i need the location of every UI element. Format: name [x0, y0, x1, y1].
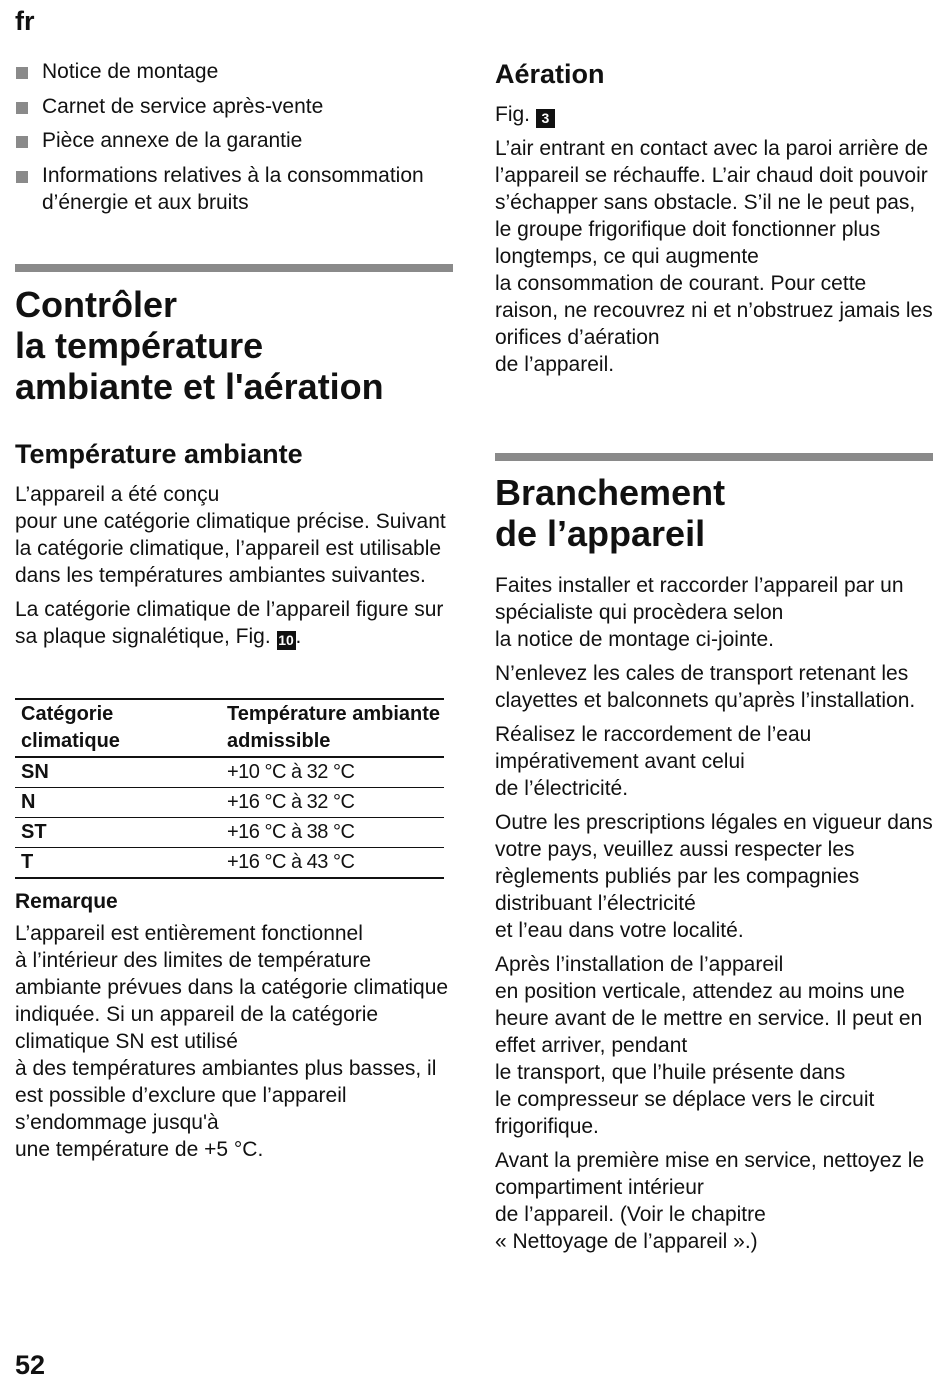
table-cell: T [15, 848, 221, 879]
paragraph: N’enlevez les cales de transport retenant les clayettes et balconnets qu’après l’installation. [495, 662, 916, 712]
table-row [15, 788, 444, 818]
connection-text [495, 572, 935, 1262]
list-item: Carnet de service après-vente [15, 93, 455, 120]
table-cell: +16 °C à 32 °C [221, 788, 444, 818]
figure-reference-badge: 3 [536, 109, 555, 128]
figure-reference-badge: 10 [278, 632, 294, 648]
table-cell: +16 °C à 43 °C [221, 848, 444, 879]
list-item: Notice de montage [15, 58, 455, 85]
paragraph: Réalisez le raccordement de l’eau impérativement avant celui de l’électricité. [495, 723, 812, 800]
figure-reference: Fig. 3 [495, 101, 935, 128]
list-item: Informations relatives à la consommation d’énergie et aux bruits [15, 162, 455, 216]
table-cell: N [15, 788, 221, 818]
section-divider [15, 264, 453, 272]
subsection-heading: Température ambiante [15, 439, 303, 469]
column-header: Température ambiante admissible [221, 699, 444, 757]
bullet-square-icon [16, 136, 28, 148]
table-cell: SN [15, 757, 221, 788]
list-item: Pièce annexe de la garantie [15, 127, 455, 154]
subsection-heading: Aération [495, 59, 605, 89]
table-row [15, 818, 444, 848]
paragraph: L’appareil a été conçu pour une catégorie climatique précise. Suivant la catégorie climatique, l’appareil est utilisable dans les températures ambiantes suivantes. [15, 483, 446, 587]
paragraph: Après l’installation de l’appareil en position verticale, attendez au moins une heure avant de le mettre en service. Il peut en effet arriver, pendant le transport, que l’huile présente dans le compresseur se déplace vers le circuit frigorifique. [495, 953, 923, 1138]
paragraph: Outre les prescriptions légales en vigueur dans votre pays, veuillez aussi respecter les règlements publiés par les compagnies distribuant l’électricité et l’eau dans votre localité. [495, 811, 933, 942]
table-cell: ST [15, 818, 221, 848]
bullet-square-icon [16, 67, 28, 79]
table-cell: +16 °C à 38 °C [221, 818, 444, 848]
column-header: Catégorie climatique [15, 699, 221, 757]
table-row [15, 848, 444, 879]
note-heading: Remarque [15, 890, 118, 913]
section-title: Contrôler la température ambiante et l'aération [15, 284, 384, 407]
paragraph: La catégorie climatique de l’appareil figure sur sa plaque signalétique, Fig. 10. [15, 598, 444, 648]
climate-class-table [15, 698, 444, 879]
paragraph: L’air entrant en contact avec la paroi arrière de l’appareil se réchauffe. L’air chaud doit pouvoir s’échapper sans obstacle. S’il ne le peut pas, le groupe frigorifique doit fonctionner plus longtemps, ce qui augmente la consommation de courant. Pour cette raison, ne recouvrez ni et n’obstruez jamais les orifices d’aération de l’appareil. [495, 137, 933, 376]
note-text-block [15, 920, 455, 1170]
language-label: fr [15, 6, 35, 36]
paragraph: Avant la première mise en service, nettoyez le compartiment intérieur de l’appareil. (Voir le chapitre « Nettoyage de l’appareil ».) [495, 1149, 925, 1253]
aeration-text [495, 101, 935, 385]
bullet-square-icon [16, 102, 28, 114]
section-divider [495, 453, 933, 461]
section-title: Branchement de l’appareil [495, 472, 726, 554]
paragraph: Faites installer et raccorder l’appareil par un spécialiste qui procèdera selon la notice de montage ci-jointe. [495, 574, 904, 651]
temperature-text [15, 481, 455, 657]
table-row [15, 757, 444, 788]
table-header-row [15, 699, 444, 757]
page-number: 52 [15, 1350, 46, 1380]
table-cell: +10 °C à 32 °C [221, 757, 444, 788]
bullet-square-icon [16, 171, 28, 183]
note-text: L’appareil est entièrement fonctionnel à l’intérieur des limites de température ambiante prévues dans la catégorie climatique indiquée. Si un appareil de la catégorie climatique SN est utilisé à des températures ambiantes plus basses, il est possible d’exclure que l’appareil s’endommage jusqu'à une température de +5 °C. [15, 922, 449, 1161]
document-list [15, 58, 455, 223]
